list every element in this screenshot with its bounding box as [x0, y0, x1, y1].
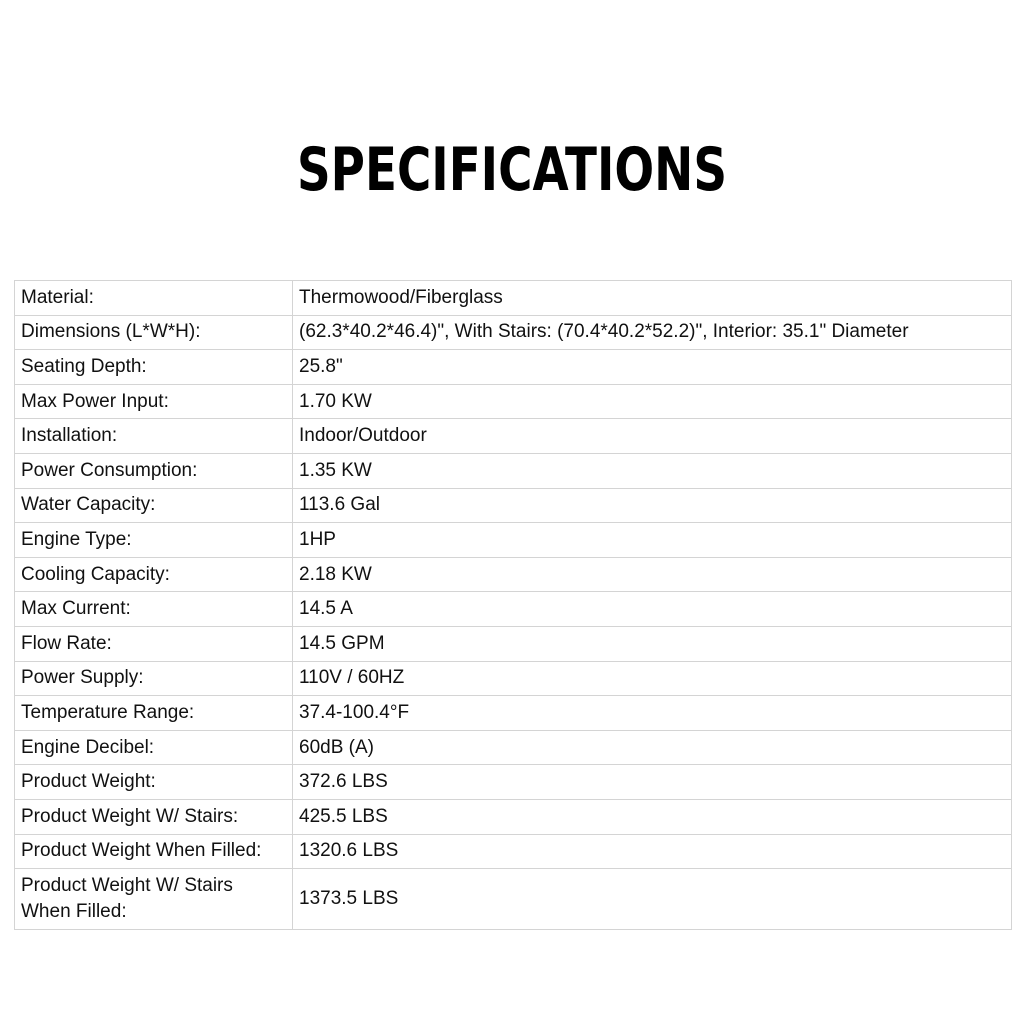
table-row [15, 799, 1012, 834]
spec-label-power-supply: Power Supply: [15, 661, 293, 696]
spec-label-cooling-capacity: Cooling Capacity: [15, 557, 293, 592]
table-row [15, 730, 1012, 765]
table-row [15, 350, 1012, 385]
spec-value-flow-rate: 14.5 GPM [293, 626, 1012, 661]
spec-label-engine-type: Engine Type: [15, 523, 293, 558]
spec-value-water-capacity: 113.6 Gal [293, 488, 1012, 523]
spec-value-product-weight-stairs: 425.5 LBS [293, 799, 1012, 834]
table-row [15, 384, 1012, 419]
spec-value-product-weight-filled: 1320.6 LBS [293, 834, 1012, 869]
spec-value-material: Thermowood/Fiberglass [293, 281, 1012, 316]
table-row [15, 523, 1012, 558]
table-row [15, 315, 1012, 350]
spec-value-max-power-input: 1.70 KW [293, 384, 1012, 419]
spec-value-engine-type: 1HP [293, 523, 1012, 558]
spec-label-product-weight-stairs-filled: Product Weight W/ Stairs When Filled: [15, 869, 293, 930]
spec-label-water-capacity: Water Capacity: [15, 488, 293, 523]
spec-label-product-weight-stairs: Product Weight W/ Stairs: [15, 799, 293, 834]
table-row [15, 869, 1012, 930]
specifications-table [14, 280, 1012, 930]
table-row [15, 453, 1012, 488]
table-row [15, 281, 1012, 316]
table-row [15, 557, 1012, 592]
spec-label-dimensions: Dimensions (L*W*H): [15, 315, 293, 350]
spec-value-product-weight-stairs-filled: 1373.5 LBS [293, 869, 1012, 930]
spec-value-dimensions: (62.3*40.2*46.4)", With Stairs: (70.4*40.2*52.2)", Interior: 35.1" Diameter [293, 315, 1012, 350]
spec-value-max-current: 14.5 A [293, 592, 1012, 627]
spec-label-seating-depth: Seating Depth: [15, 350, 293, 385]
spec-label-flow-rate: Flow Rate: [15, 626, 293, 661]
table-row [15, 834, 1012, 869]
table-row [15, 626, 1012, 661]
table-row [15, 592, 1012, 627]
spec-label-product-weight: Product Weight: [15, 765, 293, 800]
spec-label-material: Material: [15, 281, 293, 316]
spec-label-product-weight-filled: Product Weight When Filled: [15, 834, 293, 869]
table-row [15, 661, 1012, 696]
spec-value-temperature-range: 37.4-100.4°F [293, 696, 1012, 731]
spec-value-engine-decibel: 60dB (A) [293, 730, 1012, 765]
page-title: SPECIFICATIONS [296, 135, 728, 205]
table-row [15, 696, 1012, 731]
spec-value-power-supply: 110V / 60HZ [293, 661, 1012, 696]
spec-value-installation: Indoor/Outdoor [293, 419, 1012, 454]
spec-label-power-consumption: Power Consumption: [15, 453, 293, 488]
table-row [15, 419, 1012, 454]
spec-label-engine-decibel: Engine Decibel: [15, 730, 293, 765]
spec-label-max-current: Max Current: [15, 592, 293, 627]
table-row [15, 488, 1012, 523]
table-row [15, 765, 1012, 800]
spec-value-seating-depth: 25.8" [293, 350, 1012, 385]
spec-value-cooling-capacity: 2.18 KW [293, 557, 1012, 592]
spec-label-max-power-input: Max Power Input: [15, 384, 293, 419]
spec-label-temperature-range: Temperature Range: [15, 696, 293, 731]
spec-value-power-consumption: 1.35 KW [293, 453, 1012, 488]
spec-label-installation: Installation: [15, 419, 293, 454]
spec-value-product-weight: 372.6 LBS [293, 765, 1012, 800]
